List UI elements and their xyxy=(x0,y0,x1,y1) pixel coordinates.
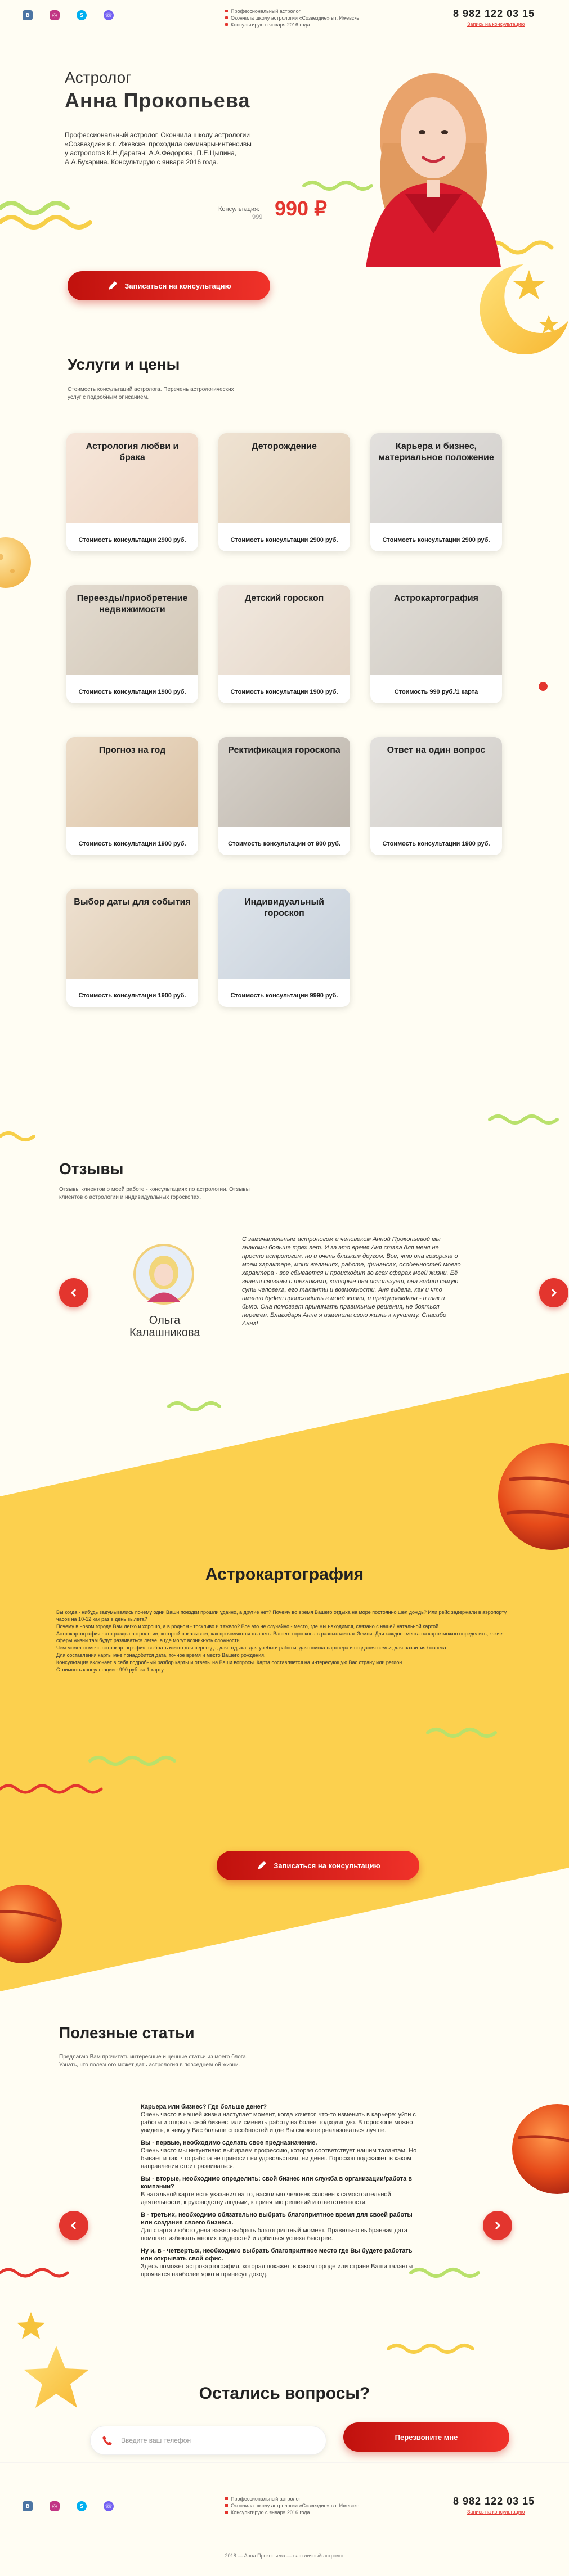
instagram-icon[interactable]: ◎ xyxy=(50,2501,60,2511)
vk-icon[interactable]: В xyxy=(23,2501,33,2511)
service-title: Прогноз на год xyxy=(98,745,166,755)
service-title: Карьера и бизнес, материальное положение xyxy=(378,442,494,462)
article-paragraph-text: Очень часто в нашей жизни наступает момент, когда хочется что-то изменить в карьере: уйти с работы и открыть свой бизнес, или сменить работу на более подходящую. В гороскопе можно увидеть, к чему у Вас больше способностей и где Вы сможете реализоваться лучше. xyxy=(141,2111,416,2134)
service-title: Астрология любви и брака xyxy=(86,442,179,462)
service-price: Стоимость консультации 2900 руб. xyxy=(78,537,186,543)
services-description: Стоимость консультаций астролога. Перечень астрологических услуг с подробным описанием. xyxy=(68,386,234,401)
astro-text xyxy=(56,1609,512,1674)
header-info-line: Профессиональный астролог xyxy=(225,8,359,15)
service-price: Стоимость консультации 2900 руб. xyxy=(382,537,490,543)
reviews-description: Отзывы клиентов о моей работе - консультациях по астрологии. Отзывы клиентов о астрологии и индивидуальных гороскопах. xyxy=(59,1186,250,1201)
article-paragraph xyxy=(141,2211,422,2242)
service-price: Стоимость консультации 1900 руб. xyxy=(78,840,186,847)
footer-info-line: Профессиональный астролог xyxy=(225,2496,359,2502)
header-phone[interactable]: 8 982 122 03 15 xyxy=(453,8,535,19)
skype-icon[interactable]: S xyxy=(77,2501,87,2511)
reviews-prev-button[interactable] xyxy=(59,1278,88,1307)
header-phone-link[interactable]: Запись на консультацию xyxy=(467,21,525,27)
portrait-image xyxy=(343,53,512,267)
footer-info-line: Окончила школу астрологии «Созвездие» в г. Ижевске xyxy=(225,2502,359,2509)
service-title: Ректификация гороскопа xyxy=(228,745,340,755)
article-paragraph xyxy=(141,2139,422,2170)
vk-icon[interactable]: В xyxy=(23,10,33,20)
article-paragraph-text: В натальной карте есть указания на то, насколько человек склонен к самостоятельной деятельности, к руководству людьми, к принятию решений и ответственности. xyxy=(141,2191,391,2206)
service-card[interactable] xyxy=(218,737,350,855)
articles-prev-button[interactable] xyxy=(59,2211,88,2240)
service-price: Стоимость консультации 2900 руб. xyxy=(230,537,338,543)
article-paragraph-heading: Карьера или бизнес? Где больше денег? xyxy=(141,2103,267,2110)
astro-paragraph: Чем может помочь астрокартография: выбрать место для переезда, для отдыха, для учебы и работы, для поиска партнера и создания семьи, для развития бизнеса. xyxy=(56,1645,448,1651)
service-card[interactable] xyxy=(66,585,198,703)
astro-book-button[interactable] xyxy=(217,1851,419,1880)
service-card[interactable] xyxy=(370,585,502,703)
service-title: Индивидуальный гороскоп xyxy=(244,897,324,918)
hero-subtitle: Астролог xyxy=(65,69,132,86)
price-old: 999 xyxy=(252,214,263,221)
hero-book-button[interactable] xyxy=(68,271,270,300)
service-price: Стоимость консультации 1900 руб. xyxy=(78,689,186,695)
hero-book-button-label: Записаться на консультацию xyxy=(124,281,231,290)
service-card[interactable] xyxy=(218,585,350,703)
footer-phone-link[interactable]: Запись на консультацию xyxy=(467,2509,525,2515)
article-paragraph-heading: Вы - вторые, необходимо определить: свой бизнес или служба в организации/работа в компании? xyxy=(141,2175,413,2190)
astro-title: Астрокартография xyxy=(205,1565,364,1584)
copyright: 2018 — Анна Прокопьева — ваш личный астролог xyxy=(225,2553,344,2559)
reviewer-name: Ольга Калашникова xyxy=(129,1314,200,1339)
viber-icon[interactable]: ☏ xyxy=(104,2501,114,2511)
article-paragraph-heading: В - третьих, необходимо обязательно выбрать благоприятное время для своей работы или создания своего бизнеса. xyxy=(141,2211,413,2226)
service-title: Переезды/приобретение недвижимости xyxy=(77,594,188,614)
article-paragraph xyxy=(141,2175,422,2206)
service-price: Стоимость 990 руб./1 карта xyxy=(394,689,478,695)
astro-paragraph: Стоимость консультации - 990 руб. за 1 карту. xyxy=(56,1667,165,1673)
footer-info xyxy=(225,2496,359,2516)
article-paragraph xyxy=(141,2103,422,2134)
reviews-title: Отзывы xyxy=(59,1160,124,1177)
chevron-right-icon xyxy=(493,2221,502,2230)
article-paragraph-text: Здесь поможет астрокартография, которая покажет, в каком городе или стране Ваши таланты проявятся наиболее ярко и принесут доход. xyxy=(141,2263,413,2278)
article-paragraph-text: Для старта любого дела важно выбрать благоприятный момент. Правильно выбранная дата помогает избежать многих трудностей и добиться успеха быстрее. xyxy=(141,2227,407,2242)
chevron-left-icon xyxy=(69,2221,78,2230)
services-title: Услуги и цены xyxy=(68,356,180,373)
viber-icon[interactable]: ☏ xyxy=(104,10,114,20)
service-card[interactable] xyxy=(66,889,198,1007)
articles-next-button[interactable] xyxy=(483,2211,512,2240)
article-paragraph-heading: Ну и, в - четвертых, необходимо выбрать благоприятное место где Вы будете работать или открывать свой офис. xyxy=(141,2247,413,2262)
service-card[interactable] xyxy=(218,889,350,1007)
service-title: Ответ на один вопрос xyxy=(387,745,486,755)
footer-info-line: Консультирую с января 2016 года xyxy=(225,2509,359,2516)
service-card[interactable] xyxy=(218,433,350,551)
article-paragraph xyxy=(141,2247,422,2278)
astro-paragraph: Почему в новом городе Вам легко и хорошо, а в родном - тоскливо и тяжело? Все это не случайно - место, где мы находимся, связано с нашей натальной картой. xyxy=(56,1624,440,1629)
reviewer-avatar xyxy=(133,1243,195,1305)
service-card[interactable] xyxy=(66,433,198,551)
service-price: Стоимость консультации 9990 руб. xyxy=(230,992,338,999)
article-paragraph-heading: Вы - первые, необходимо сделать свое предназначение. xyxy=(141,2139,317,2146)
callback-button[interactable] xyxy=(343,2422,509,2452)
header-info xyxy=(225,8,359,28)
service-title: Астрокартография xyxy=(394,594,478,603)
service-title: Деторождение xyxy=(252,442,317,451)
service-title: Детский гороскоп xyxy=(244,594,324,603)
reviews-next-button[interactable] xyxy=(539,1278,568,1307)
phone-icon xyxy=(101,2435,113,2446)
price-new: 990 ₽ xyxy=(275,197,327,220)
service-price: Стоимость консультации 1900 руб. xyxy=(230,689,338,695)
hero-description: Профессиональный астролог. Окончила школу астрологии «Созвездие» в г. Ижевске, проходила семинары-интенсивы у астрологов К.Н.Дараган, А.А.Фёдорова, П.Е.Цыпина, А.А.Бухарина. Консультирую с января 2016 года. xyxy=(65,131,252,166)
instagram-icon[interactable]: ◎ xyxy=(50,10,60,20)
articles-description: Предлагаю Вам прочитать интересные и ценные статьи из моего блога. Узнать, что полезного может дать астрология в повседневной жизни. xyxy=(59,2054,248,2068)
chevron-right-icon xyxy=(549,1288,558,1297)
service-price: Стоимость консультации 1900 руб. xyxy=(78,992,186,999)
articles-title: Полезные статьи xyxy=(59,2024,195,2042)
footer-phone[interactable]: 8 982 122 03 15 xyxy=(453,2496,535,2507)
pen-icon xyxy=(106,280,119,292)
questions-title: Остались вопросы? xyxy=(199,2384,370,2403)
astro-paragraph: Астрокартография - это раздел астрологии, который показывает, как проявляются планеты Вашего гороскопа в разных местах Земли. Для каждого места на карте можно определить, какие сферы жизни там будут развиваться легче, а где могут возникнуть сложности. xyxy=(56,1631,503,1643)
astro-paragraph: Вы когда - нибудь задумывались почему одни Ваши поездки прошли удачно, а другие нет? Почему во время Вашего отдыха на море постоянно шел дождь? Или рейс задержали в аэропорту часов на 10-12 как раз в день вылета? xyxy=(56,1610,507,1622)
phone-input[interactable]: Введите ваш телефон xyxy=(90,2426,326,2455)
review-text: С замечательным астрологом и человеком Анной Прокопьевой мы знакомы больше трех лет. И за это время Аня стала для меня не просто астрологом, но и очень близким другом. Все, что она говорила о моем характере, моих желаниях, работе, финансах, особенностей моего характера - все сбывается и происходит во всех сферах моей жизни. Её знания связаны с техниками, которые она использует, она видит самую суть человека, его таланты и возможности. Аня видела, как и что именно будет происходить в моей жизни, и предупреждала - и так и было. Она помогает принимать правильные решения, не бояться перемен. Благодаря Анне я изменила свою жизнь к лучшему. Спасибо Анна! xyxy=(242,1236,461,1327)
astro-paragraph: Консультация включает в себя подробный разбор карты и ответы на Ваши вопросы. Карта составляется на интересующую Вас страну или регион. xyxy=(56,1660,404,1665)
service-price: Стоимость консультации 1900 руб. xyxy=(382,840,490,847)
article-text xyxy=(141,2103,422,2283)
article-paragraph-text: Очень часто мы интуитивно выбираем профессию, которая соответствует нашим талантам. Но бывает и так, что работа не приносит ни удовольствия, ни денег. Гороскоп подскажет, в каком направлении стоит развиваться. xyxy=(141,2147,417,2170)
skype-icon[interactable]: S xyxy=(77,10,87,20)
service-title: Выбор даты для события xyxy=(74,897,191,907)
astro-book-button-label: Записаться на консультацию xyxy=(274,1861,380,1870)
pen-icon xyxy=(256,1859,268,1872)
service-card[interactable] xyxy=(66,737,198,855)
chevron-left-icon xyxy=(69,1288,78,1297)
hero-name: Анна Прокопьева xyxy=(65,89,250,112)
header-info-line: Консультирую с января 2016 года xyxy=(225,21,359,28)
service-price: Стоимость консультации от 900 руб. xyxy=(228,840,340,847)
price-label: Консультация: xyxy=(218,206,260,213)
service-card[interactable] xyxy=(370,737,502,855)
callback-button-label: Перезвоните мне xyxy=(395,2433,458,2442)
header-info-line: Окончила школу астрологии «Созвездие» в г. Ижевске xyxy=(225,15,359,21)
service-card[interactable] xyxy=(370,433,502,551)
astro-paragraph: Для составления карты мне понадобится дата, точное время и место Вашего рождения. xyxy=(56,1652,266,1658)
